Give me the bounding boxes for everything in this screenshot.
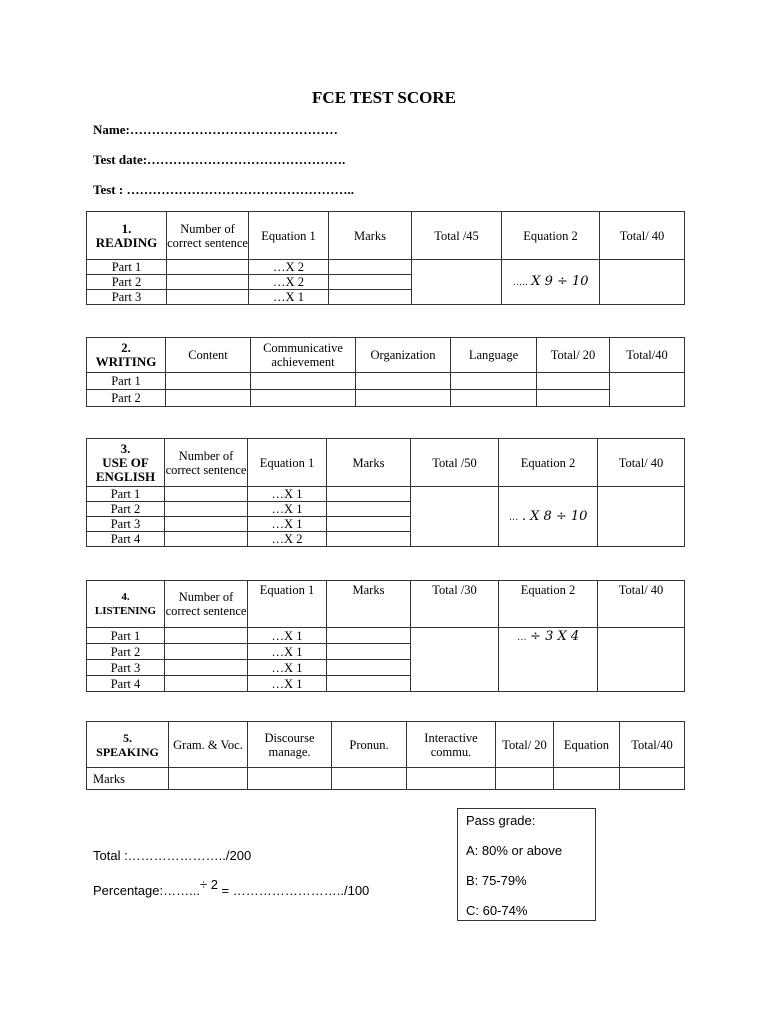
- reading-part1: Part 1: [87, 260, 167, 275]
- writing-col-language: Language: [451, 338, 537, 373]
- listening-section-name: LISTENING: [94, 605, 157, 617]
- reading-col-marks: Marks: [329, 212, 412, 260]
- total-line[interactable]: Total :…………………../200: [93, 848, 252, 863]
- writing-table: [86, 337, 685, 407]
- reading-section-num: 1.: [121, 220, 132, 236]
- writing-section-name: WRITING: [95, 354, 157, 369]
- uoe-total40-cell[interactable]: [598, 487, 685, 547]
- speaking-total20-cell[interactable]: [496, 768, 554, 790]
- uoe-col-eq2: Equation 2: [499, 439, 598, 487]
- test-date-label: Test date:: [93, 152, 148, 167]
- test-dots: ……………………………………………..: [123, 182, 354, 197]
- listening-col-marks: Marks: [327, 581, 411, 628]
- percentage-line[interactable]: [93, 877, 370, 898]
- uoe-part2-correct[interactable]: [165, 502, 248, 517]
- uoe-part2-marks[interactable]: [327, 502, 411, 517]
- listening-col-total40: Total/ 40: [598, 581, 685, 628]
- uoe-part4-eq1: …X 2: [248, 532, 327, 547]
- uoe-col-total40: Total/ 40: [598, 439, 685, 487]
- listening-col-total30: Total /30: [411, 581, 499, 628]
- writing-part2-content[interactable]: [166, 390, 251, 407]
- uoe-eq2-cell: [499, 487, 598, 547]
- writing-section-num: 2.: [121, 340, 131, 355]
- test-label: Test :: [93, 182, 124, 197]
- uoe-part4: Part 4: [87, 532, 165, 547]
- listening-eq2-cell: [499, 628, 598, 692]
- reading-col-total45: Total /45: [412, 212, 502, 260]
- use-of-english-section-num: 3.: [120, 440, 131, 456]
- uoe-total50-cell[interactable]: [411, 487, 499, 547]
- reading-part3-eq1: …X 1: [249, 290, 329, 305]
- listening-part3-eq1: …X 1: [248, 660, 327, 676]
- speaking-section-name: SPEAKING: [96, 744, 159, 759]
- listening-total30-cell[interactable]: [411, 628, 499, 692]
- pass-grade-box: [457, 808, 596, 921]
- listening-part2-correct[interactable]: [165, 644, 248, 660]
- uoe-part4-correct[interactable]: [165, 532, 248, 547]
- pass-grade-title: Pass grade:: [466, 813, 536, 828]
- reading-part3-marks[interactable]: [329, 290, 412, 305]
- listening-table: [86, 580, 685, 692]
- speaking-col-pronun: Pronun.: [332, 722, 407, 768]
- reading-part1-marks[interactable]: [329, 260, 412, 275]
- speaking-interactive-cell[interactable]: [407, 768, 496, 790]
- uoe-part2: Part 2: [87, 502, 165, 517]
- percentage-label: Percentage:……...: [93, 883, 200, 898]
- speaking-col-total40: Total/40: [620, 722, 685, 768]
- speaking-pronun-cell[interactable]: [332, 768, 407, 790]
- reading-part3: Part 3: [87, 290, 167, 305]
- speaking-col-gram: Gram. & Voc.: [169, 722, 248, 768]
- reading-col-total40: Total/ 40: [600, 212, 685, 260]
- test-date-field[interactable]: [93, 152, 345, 168]
- use-of-english-section-name-2: ENGLISH: [95, 468, 156, 484]
- uoe-col-marks: Marks: [327, 439, 411, 487]
- writing-part2: Part 2: [87, 390, 166, 407]
- listening-part3-correct[interactable]: [165, 660, 248, 676]
- uoe-eq2-prefix: …: [508, 511, 519, 523]
- listening-part1-eq1: …X 1: [248, 628, 327, 644]
- reading-eq2-formula: X 9 ÷ 10: [531, 274, 589, 289]
- pass-grade-b: B: 75-79%: [466, 873, 527, 888]
- uoe-col-eq1: Equation 1: [248, 439, 327, 487]
- speaking-table: [86, 721, 685, 790]
- name-dots: …………………………………………: [129, 122, 338, 137]
- speaking-col-interactive: Interactive commu.: [407, 722, 496, 768]
- test-date-dots: ……………………………………….: [147, 152, 346, 167]
- uoe-part3: Part 3: [87, 517, 165, 532]
- uoe-col-correct: Number of correct sentence: [165, 439, 248, 487]
- use-of-english-section-name-1: USE OF: [102, 454, 149, 470]
- speaking-total40-cell[interactable]: [620, 768, 685, 790]
- reading-col-eq2: Equation 2: [502, 212, 600, 260]
- reading-section-label: [87, 212, 167, 260]
- writing-col-organization: Organization: [356, 338, 451, 373]
- writing-total40-cell[interactable]: [610, 373, 685, 407]
- writing-part2-organization[interactable]: [356, 390, 451, 407]
- listening-col-eq2: Equation 2: [499, 581, 598, 628]
- uoe-part3-eq1: …X 1: [248, 517, 327, 532]
- uoe-part4-marks[interactable]: [327, 532, 411, 547]
- writing-col-total40: Total/40: [610, 338, 685, 373]
- writing-part1-language[interactable]: [451, 373, 537, 390]
- reading-col-correct: Number of correct sentence: [167, 212, 249, 260]
- reading-col-eq1: Equation 1: [249, 212, 329, 260]
- name-label: Name:: [93, 122, 130, 137]
- page-title: FCE TEST SCORE: [312, 88, 456, 107]
- reading-total40-cell[interactable]: [600, 260, 685, 305]
- reading-table: [86, 211, 685, 305]
- reading-eq2-prefix: …..: [512, 277, 528, 288]
- speaking-section-label: [87, 722, 169, 768]
- listening-col-eq1: Equation 1: [248, 581, 327, 628]
- uoe-part1-eq1: …X 1: [248, 487, 327, 502]
- writing-section-label: [87, 338, 166, 373]
- reading-part2: Part 2: [87, 275, 167, 290]
- reading-eq2-cell: [502, 260, 600, 305]
- name-field[interactable]: [93, 122, 338, 138]
- test-field[interactable]: [93, 182, 354, 198]
- listening-eq2-prefix: …: [516, 632, 527, 643]
- pass-grade-a: A: 80% or above: [466, 843, 563, 858]
- speaking-section-num: 5.: [123, 730, 132, 745]
- reading-part1-eq1: …X 2: [249, 260, 329, 275]
- use-of-english-table: [86, 438, 685, 547]
- writing-part1: Part 1: [87, 373, 166, 390]
- writing-col-content: Content: [166, 338, 251, 373]
- writing-part1-content[interactable]: [166, 373, 251, 390]
- reading-part2-correct[interactable]: [167, 275, 249, 290]
- speaking-col-total20: Total/ 20: [496, 722, 554, 768]
- reading-part2-eq1: …X 2: [249, 275, 329, 290]
- speaking-col-discourse: Discourse manage.: [248, 722, 332, 768]
- writing-part1-organization[interactable]: [356, 373, 451, 390]
- uoe-part1-marks[interactable]: [327, 487, 411, 502]
- listening-part4: Part 4: [87, 676, 165, 692]
- uoe-eq2-formula: . X 8 ÷ 10: [521, 508, 588, 524]
- listening-part2: Part 2: [87, 644, 165, 660]
- reading-part2-marks[interactable]: [329, 275, 412, 290]
- listening-section-num: 4.: [121, 591, 130, 603]
- writing-part2-language[interactable]: [451, 390, 537, 407]
- listening-part3: Part 3: [87, 660, 165, 676]
- writing-col-total20: Total/ 20: [537, 338, 610, 373]
- reading-total45-cell[interactable]: [412, 260, 502, 305]
- uoe-part1-correct[interactable]: [165, 487, 248, 502]
- listening-part2-marks[interactable]: [327, 644, 411, 660]
- uoe-part3-correct[interactable]: [165, 517, 248, 532]
- writing-part2-total20[interactable]: [537, 390, 610, 407]
- writing-part1-total20[interactable]: [537, 373, 610, 390]
- listening-total40-cell[interactable]: [598, 628, 685, 692]
- uoe-part1: Part 1: [87, 487, 165, 502]
- listening-part4-eq1: …X 1: [248, 676, 327, 692]
- uoe-part3-marks[interactable]: [327, 517, 411, 532]
- listening-part4-correct[interactable]: [165, 676, 248, 692]
- listening-section-label: [87, 581, 165, 628]
- speaking-marks-label: Marks: [87, 768, 169, 790]
- speaking-equation-cell[interactable]: [554, 768, 620, 790]
- divide-by-2: ÷ 2: [199, 877, 218, 892]
- listening-eq2-formula: ÷ 3 X 4: [530, 629, 580, 644]
- listening-part2-eq1: …X 1: [248, 644, 327, 660]
- writing-part2-communicative[interactable]: [251, 390, 356, 407]
- speaking-gram-cell[interactable]: [169, 768, 248, 790]
- writing-part1-communicative[interactable]: [251, 373, 356, 390]
- uoe-part2-eq1: …X 1: [248, 502, 327, 517]
- use-of-english-section-label: [87, 439, 165, 487]
- pass-grade-c: C: 60-74%: [466, 903, 528, 918]
- listening-col-correct: Number of correct sentence: [165, 581, 248, 628]
- listening-part4-marks[interactable]: [327, 676, 411, 692]
- listening-part3-marks[interactable]: [327, 660, 411, 676]
- reading-part1-correct[interactable]: [167, 260, 249, 275]
- speaking-col-equation: Equation: [554, 722, 620, 768]
- reading-part3-correct[interactable]: [167, 290, 249, 305]
- speaking-discourse-cell[interactable]: [248, 768, 332, 790]
- writing-col-communicative: Communicative achievement: [251, 338, 356, 373]
- percentage-result: = ……………………../100: [217, 883, 370, 898]
- listening-part1: Part 1: [87, 628, 165, 644]
- uoe-col-total50: Total /50: [411, 439, 499, 487]
- listening-part1-correct[interactable]: [165, 628, 248, 644]
- reading-section-name: READING: [95, 234, 158, 250]
- listening-part1-marks[interactable]: [327, 628, 411, 644]
